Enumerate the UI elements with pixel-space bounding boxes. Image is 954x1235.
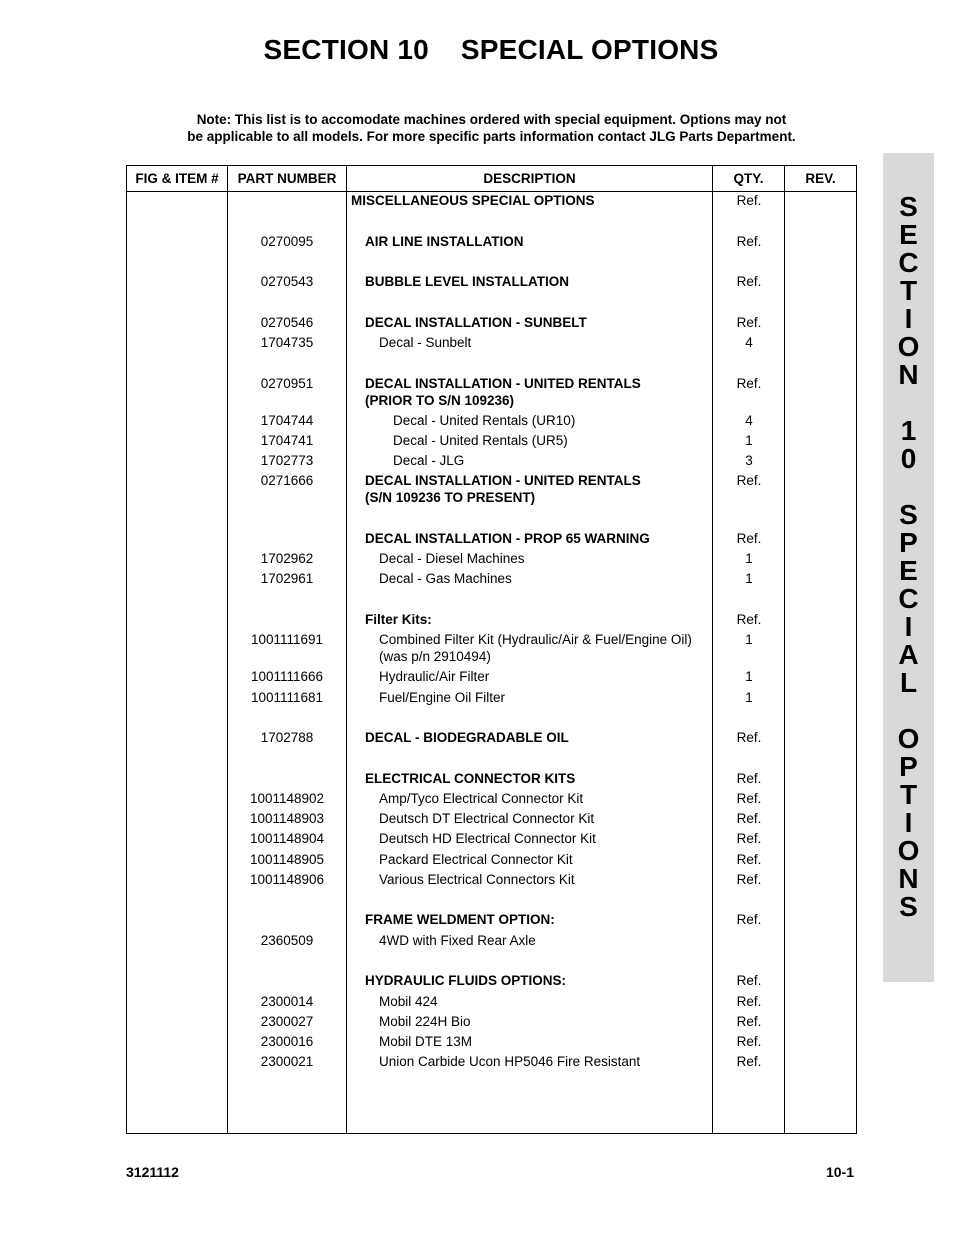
description-text: Union Carbide Ucon HP5046 Fire Resistant bbox=[379, 1054, 641, 1069]
description-text: Packard Electrical Connector Kit bbox=[379, 852, 573, 867]
qty-cell: 4 bbox=[745, 335, 753, 350]
side-tab-letter: S bbox=[899, 191, 918, 222]
description-text: DECAL INSTALLATION - UNITED RENTALS bbox=[365, 473, 641, 488]
description-cell bbox=[379, 810, 594, 827]
description-text: Decal - United Rentals (UR10) bbox=[393, 413, 576, 428]
table-row bbox=[127, 851, 856, 868]
qty-cell: Ref. bbox=[736, 791, 762, 806]
description-text: DECAL INSTALLATION - PROP 65 WARNING bbox=[365, 531, 650, 546]
footer-doc-number: 3121112 bbox=[126, 1164, 179, 1180]
table-row bbox=[127, 570, 856, 587]
description-text: Decal - Diesel Machines bbox=[379, 551, 525, 566]
table-row bbox=[127, 233, 856, 250]
note-line-2: be applicable to all models. For more specific parts information contact JLG Parts Department. bbox=[187, 129, 796, 144]
side-tab-letter: O bbox=[897, 331, 920, 362]
description-cell bbox=[365, 972, 566, 989]
table-row bbox=[127, 611, 856, 628]
table-row bbox=[127, 432, 856, 449]
description-text: Mobil 224H Bio bbox=[379, 1014, 471, 1029]
side-tab-letter: C bbox=[898, 247, 919, 278]
qty-cell: Ref. bbox=[736, 730, 762, 745]
description-cell bbox=[379, 1053, 640, 1070]
description-cell bbox=[365, 233, 524, 250]
description-text: Deutsch DT Electrical Connector Kit bbox=[379, 811, 595, 826]
qty-cell: Ref. bbox=[736, 1054, 762, 1069]
side-tab-letter: P bbox=[899, 751, 918, 782]
description-text: DECAL - BIODEGRADABLE OIL bbox=[365, 730, 569, 745]
part-number-cell: 1702962 bbox=[260, 551, 314, 566]
description-cell bbox=[379, 932, 536, 949]
side-tab-letter: S bbox=[899, 499, 918, 530]
side-tab-letter bbox=[883, 697, 934, 725]
description-cell bbox=[365, 770, 575, 787]
header-rev: REV. bbox=[805, 171, 836, 186]
part-number-cell: 1704744 bbox=[260, 413, 314, 428]
side-tab-letter: O bbox=[897, 835, 920, 866]
description-cell bbox=[379, 830, 596, 847]
description-cell bbox=[379, 631, 692, 665]
part-number-cell: 1704741 bbox=[260, 433, 314, 448]
qty-cell: Ref. bbox=[736, 531, 762, 546]
part-number-cell: 2300014 bbox=[260, 994, 314, 1009]
description-cell bbox=[365, 530, 650, 547]
part-number-cell: 1001111681 bbox=[250, 690, 324, 705]
table-row bbox=[127, 334, 856, 351]
part-number-cell: 0270546 bbox=[260, 315, 314, 330]
table-row bbox=[127, 375, 856, 409]
table-row bbox=[127, 729, 856, 746]
part-number-cell: 1702961 bbox=[260, 571, 314, 586]
description-text: Decal - Gas Machines bbox=[379, 571, 512, 586]
header-qty: QTY. bbox=[733, 171, 764, 186]
side-tab-letter bbox=[883, 389, 934, 417]
header-description: DESCRIPTION bbox=[483, 171, 576, 186]
description-cell bbox=[365, 375, 641, 409]
description-cell bbox=[351, 192, 595, 209]
description-text: DECAL INSTALLATION - SUNBELT bbox=[365, 315, 587, 330]
qty-cell: Ref. bbox=[736, 811, 762, 826]
description-cell bbox=[379, 334, 471, 351]
table-row bbox=[127, 631, 856, 665]
side-tab-letter: L bbox=[899, 667, 918, 698]
part-number-cell: 1001148905 bbox=[249, 852, 325, 867]
note-line-1: Note: This list is to accomodate machines ordered with special equipment. Options may not bbox=[196, 112, 787, 127]
side-tab-letter: T bbox=[899, 779, 918, 810]
side-tab-letter: S bbox=[899, 891, 918, 922]
qty-cell: Ref. bbox=[736, 1014, 762, 1029]
side-tab-letter: N bbox=[898, 863, 919, 894]
part-number-cell: 2300027 bbox=[260, 1014, 314, 1029]
qty-cell: Ref. bbox=[736, 193, 762, 208]
part-number-cell: 1001111666 bbox=[250, 669, 324, 684]
table-row bbox=[127, 689, 856, 706]
part-number-cell: 2360509 bbox=[260, 933, 314, 948]
description-text: Filter Kits: bbox=[365, 612, 432, 627]
footer-page-number: 10-1 bbox=[825, 1164, 854, 1180]
description-text: AIR LINE INSTALLATION bbox=[365, 234, 524, 249]
table-row bbox=[127, 1053, 856, 1070]
description-text: Combined Filter Kit (Hydraulic/Air & Fuel/Engine Oil) bbox=[379, 632, 692, 647]
description-cell bbox=[379, 550, 525, 567]
side-tab-letter: E bbox=[899, 219, 918, 250]
description-cell bbox=[393, 432, 568, 449]
description-text-continued: (S/N 109236 TO PRESENT) bbox=[365, 490, 536, 505]
description-text: Fuel/Engine Oil Filter bbox=[379, 690, 506, 705]
qty-cell: Ref. bbox=[736, 912, 762, 927]
part-number-cell: 2300016 bbox=[260, 1034, 314, 1049]
description-cell bbox=[365, 273, 569, 290]
part-number-cell: 0271666 bbox=[260, 473, 314, 488]
qty-cell: Ref. bbox=[736, 1034, 762, 1049]
description-text: Deutsch HD Electrical Connector Kit bbox=[379, 831, 596, 846]
side-tab-letter: C bbox=[898, 583, 919, 614]
description-cell bbox=[365, 729, 569, 746]
side-tab-letter: O bbox=[897, 723, 920, 754]
description-text: DECAL INSTALLATION - UNITED RENTALS bbox=[365, 376, 641, 391]
parts-table bbox=[126, 165, 857, 1134]
description-text: Decal - JLG bbox=[393, 453, 465, 468]
description-cell bbox=[365, 314, 587, 331]
qty-cell: Ref. bbox=[736, 852, 762, 867]
qty-cell: Ref. bbox=[736, 831, 762, 846]
description-text: ELECTRICAL CONNECTOR KITS bbox=[365, 771, 576, 786]
part-number-cell: 1001148902 bbox=[249, 791, 325, 806]
qty-cell: 1 bbox=[745, 632, 753, 647]
table-row bbox=[127, 972, 856, 989]
qty-cell: Ref. bbox=[736, 376, 762, 391]
description-text: Mobil DTE 13M bbox=[379, 1034, 473, 1049]
qty-cell: 3 bbox=[745, 453, 753, 468]
description-text: 4WD with Fixed Rear Axle bbox=[379, 933, 536, 948]
side-tab-letter: P bbox=[899, 527, 918, 558]
page-title: SECTION 10 SPECIAL OPTIONS bbox=[263, 34, 719, 65]
description-text: FRAME WELDMENT OPTION: bbox=[365, 912, 555, 927]
part-number-cell: 1001148904 bbox=[249, 831, 325, 846]
side-tab-letter: I bbox=[904, 807, 913, 838]
table-row bbox=[127, 668, 856, 685]
side-tab-letter bbox=[883, 473, 934, 501]
table-row bbox=[127, 790, 856, 807]
part-number-cell: 1702773 bbox=[260, 453, 314, 468]
table-row bbox=[127, 530, 856, 547]
description-cell bbox=[379, 851, 573, 868]
qty-cell: Ref. bbox=[736, 234, 762, 249]
description-cell bbox=[393, 412, 575, 429]
description-cell bbox=[379, 570, 512, 587]
part-number-cell: 1704735 bbox=[260, 335, 314, 350]
part-number-cell: 1001148903 bbox=[249, 811, 325, 826]
description-text: MISCELLANEOUS SPECIAL OPTIONS bbox=[351, 193, 595, 208]
table-row bbox=[127, 472, 856, 506]
qty-cell: Ref. bbox=[736, 315, 762, 330]
description-cell bbox=[379, 993, 438, 1010]
table-row bbox=[127, 911, 856, 928]
side-tab-letter: E bbox=[899, 555, 918, 586]
qty-cell: Ref. bbox=[736, 973, 762, 988]
description-text: Amp/Tyco Electrical Connector Kit bbox=[379, 791, 584, 806]
table-row bbox=[127, 314, 856, 331]
description-cell bbox=[379, 1013, 471, 1030]
description-cell bbox=[393, 452, 464, 469]
side-tab-text bbox=[883, 193, 934, 921]
table-row bbox=[127, 1033, 856, 1050]
description-cell bbox=[365, 911, 555, 928]
table-row bbox=[127, 932, 856, 949]
qty-cell: Ref. bbox=[736, 274, 762, 289]
note-text bbox=[126, 111, 857, 145]
table-row bbox=[127, 412, 856, 429]
side-tab-letter: I bbox=[904, 611, 913, 642]
qty-cell: 1 bbox=[745, 690, 753, 705]
part-number-cell: 1001148906 bbox=[249, 872, 325, 887]
side-tab-letter: I bbox=[904, 303, 913, 334]
description-text: Decal - United Rentals (UR5) bbox=[393, 433, 568, 448]
qty-cell: 1 bbox=[745, 571, 753, 586]
table-row bbox=[127, 192, 856, 209]
table-row bbox=[127, 452, 856, 469]
qty-cell: Ref. bbox=[736, 771, 762, 786]
description-text-continued: (PRIOR TO S/N 109236) bbox=[365, 393, 515, 408]
description-cell bbox=[379, 871, 575, 888]
table-row bbox=[127, 993, 856, 1010]
description-text: BUBBLE LEVEL INSTALLATION bbox=[365, 274, 569, 289]
table-row bbox=[127, 1013, 856, 1030]
side-tab-letter: A bbox=[898, 639, 919, 670]
description-text: Decal - Sunbelt bbox=[379, 335, 472, 350]
description-cell bbox=[379, 668, 489, 685]
side-tab-letter: 1 bbox=[900, 415, 917, 446]
table-row bbox=[127, 273, 856, 290]
part-number-cell: 0270095 bbox=[260, 234, 314, 249]
description-cell bbox=[379, 689, 505, 706]
description-text: Hydraulic/Air Filter bbox=[379, 669, 490, 684]
qty-cell: Ref. bbox=[736, 473, 762, 488]
qty-cell: Ref. bbox=[736, 612, 762, 627]
description-cell bbox=[365, 472, 641, 506]
part-number-cell: 0270543 bbox=[260, 274, 314, 289]
table-row bbox=[127, 830, 856, 847]
description-cell bbox=[379, 790, 583, 807]
qty-cell: 4 bbox=[745, 413, 753, 428]
description-text-continued: (was p/n 2910494) bbox=[379, 649, 491, 664]
part-number-cell: 1001111691 bbox=[250, 632, 324, 647]
side-tab-letter: N bbox=[898, 359, 919, 390]
table-row bbox=[127, 810, 856, 827]
description-text: Various Electrical Connectors Kit bbox=[379, 872, 575, 887]
section-side-tab bbox=[883, 153, 934, 982]
part-number-cell: 0270951 bbox=[260, 376, 314, 391]
qty-cell: Ref. bbox=[736, 872, 762, 887]
table-row bbox=[127, 550, 856, 567]
side-tab-letter: T bbox=[899, 275, 918, 306]
header-part-number: PART NUMBER bbox=[237, 171, 337, 186]
header-fig-item: FIG & ITEM # bbox=[135, 171, 219, 186]
side-tab-letter: 0 bbox=[900, 443, 917, 474]
part-number-cell: 2300021 bbox=[260, 1054, 314, 1069]
qty-cell: 1 bbox=[745, 669, 753, 684]
description-cell bbox=[365, 611, 432, 628]
description-cell bbox=[379, 1033, 472, 1050]
qty-cell: Ref. bbox=[736, 994, 762, 1009]
description-text: HYDRAULIC FLUIDS OPTIONS: bbox=[365, 973, 566, 988]
description-text: Mobil 424 bbox=[379, 994, 438, 1009]
table-row bbox=[127, 770, 856, 787]
qty-cell: 1 bbox=[745, 551, 753, 566]
table-row bbox=[127, 871, 856, 888]
qty-cell: 1 bbox=[745, 433, 753, 448]
part-number-cell: 1702788 bbox=[260, 730, 314, 745]
